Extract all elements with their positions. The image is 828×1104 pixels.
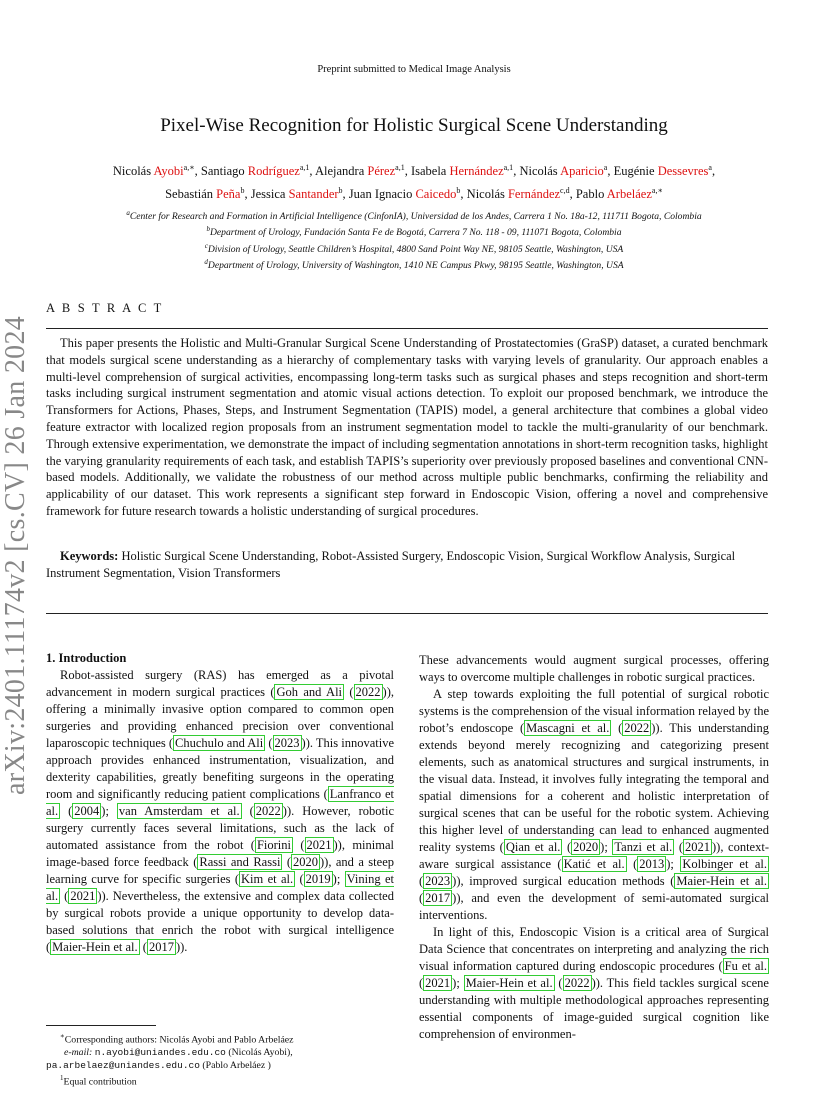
author: Alejandra Pérez$^{a,1}$ <box>314 163 405 179</box>
citation-link[interactable]: 2021 <box>685 840 711 854</box>
author-link[interactable]: Santander <box>288 187 339 202</box>
citation-link[interactable]: Kolbinger et al. <box>682 857 767 871</box>
affiliation-list <box>40 207 788 273</box>
footnote-mark: ∗ <box>60 1032 65 1040</box>
preprint-header: Preprint submitted to Medical Image Analysis <box>317 64 511 75</box>
citation-link[interactable]: 2022 <box>255 804 281 818</box>
affiliation: $^a$Center for Research and Formation in Artificial Intelligence (CinfonIA), Universidad de los Andes, Carrera 1 No. 18a-12, 111711 Bogota, Colombia <box>126 209 702 223</box>
right-column <box>419 652 769 1043</box>
citation-link[interactable]: Mascagni et al. <box>526 721 610 735</box>
author: Eugénie Dessevres$^a$ <box>613 163 712 179</box>
citation-link[interactable]: Vining et al. <box>46 872 395 903</box>
footnotes <box>46 1030 406 1089</box>
citation-link[interactable]: 2023 <box>274 736 300 750</box>
citation-link[interactable]: 2023 <box>425 874 451 888</box>
author-link[interactable]: Rodríguez <box>247 164 300 179</box>
email-ayobi-name: (Nicolás Ayobi), <box>225 1047 293 1059</box>
citation-link[interactable]: 2022 <box>355 685 381 699</box>
citation-link[interactable]: van Amsterdam et al. <box>118 804 240 818</box>
arxiv-stamp[interactable]: arXiv:2401.11174v2 [cs.CV] 26 Jan 2024 <box>0 315 31 795</box>
citation-link[interactable]: 2004 <box>74 804 100 818</box>
corresponding-authors: Corresponding authors: Nicolás Ayobi and Pablo Arbeláez <box>64 1034 294 1046</box>
citation-link[interactable]: Goh and Ali <box>276 685 343 699</box>
affiliation: $^c$Division of Urology, Seattle Children’s Hospital, 4800 Sand Point Way NE, 98105 Seattle, Washington, USA <box>204 241 624 256</box>
paper-title: Pixel-Wise Recognition for Holistic Surgical Scene Understanding <box>160 115 668 136</box>
citation-link[interactable]: Fu et al. <box>724 959 767 973</box>
citation-link[interactable]: 2021 <box>425 976 451 990</box>
citation-link[interactable]: 2021 <box>306 838 332 852</box>
author: Nicolás Aparicio$^a$ <box>519 163 608 179</box>
citation-link[interactable]: 2019 <box>305 872 331 886</box>
author: Nicolás Fernández$^{c,d}$ <box>466 186 570 202</box>
author: Santiago Rodríguez$^{a,1}$ <box>200 163 310 179</box>
citation-link[interactable]: 2021 <box>70 889 96 903</box>
footnote-mark: 1 <box>60 1074 64 1083</box>
citation-link[interactable]: 2022 <box>624 721 650 735</box>
keywords <box>46 548 768 582</box>
citation-link[interactable]: Qian et al. <box>505 840 561 854</box>
footnote-rule <box>46 1025 156 1026</box>
abstract-bottom-rule <box>46 613 768 614</box>
author-link[interactable]: Ayobi <box>153 164 184 179</box>
author-list: Nicolás Ayobi$^{a,∗}$, Santiago Rodríguez$^{a,1}$, Alejandra Pérez$^{a,1}$, Isabela Hernández$^{a,1}$, Nicolás Aparicio$^a$, Eugénie Dessevres$^a$, Sebastián Peña$^b$, Jessica Santander$^b$, Juan Ignacio Caicedo$^b$, Nicolás Fernández$^{c,d}$, Pablo Arbeláez$^{a,∗}$ <box>112 163 716 202</box>
keywords-text: Holistic Surgical Scene Understanding, Robot-Assisted Surgery, Endoscopic Vision, Surgical Workflow Analysis, Surgical Instrument Segmentation, Vision Transformers <box>46 549 736 580</box>
email-arbelaez-name: (Pablo Arbeláez ) <box>199 1060 271 1072</box>
abstract-heading: A B S T R A C T <box>46 301 164 315</box>
citation-link[interactable]: Kim et al. <box>241 872 294 886</box>
author-link[interactable]: Pérez <box>367 164 396 179</box>
author-link[interactable]: Dessevres <box>657 164 709 179</box>
author-link[interactable]: Aparicio <box>560 164 604 179</box>
citation-link[interactable]: Chuchulo and Ali <box>175 736 264 750</box>
affiliation: $^d$Department of Urology, University of Washington, 1410 NE Campus Pkwy, 98195 Seattle, Washington, USA <box>204 258 624 272</box>
author: Jessica Santander$^b$ <box>250 186 343 202</box>
author-link[interactable]: Peña <box>216 187 241 202</box>
citation-link[interactable]: 2017 <box>425 891 451 905</box>
author: Juan Ignacio Caicedo$^b$ <box>348 186 461 202</box>
citation-link[interactable]: Lanfranco et al. <box>46 787 394 818</box>
email-label: e-mail: <box>64 1047 93 1059</box>
citation-link[interactable]: 2020 <box>573 840 599 854</box>
author-link[interactable]: Caicedo <box>415 187 457 202</box>
equal-contribution: Equal contribution <box>63 1076 137 1088</box>
author: Pablo Arbeláez$^{a,∗}$ <box>575 186 663 202</box>
intro-paragraph-continued: These advancements would augment surgical processes, offering ways to overcome multiple challenges in robotic surgical practices. <box>419 653 769 684</box>
citation-link[interactable]: Katić et al. <box>563 857 625 871</box>
left-column <box>46 650 394 956</box>
citation-link[interactable]: 2022 <box>564 976 590 990</box>
author: Nicolás Ayobi$^{a,∗}$ <box>112 163 195 179</box>
citation-link[interactable]: Maier-Hein et al. <box>52 940 138 954</box>
keywords-label: Keywords: <box>60 549 119 563</box>
intro-paragraph-2: A step towards exploiting the full potential of surgical robotic systems is the comprehension of the visual information relayed by the robot’s endoscope ( Mascagni et al. ( 2022 )). This understanding extends beyond merely recognizing and categorizing present elements, such as anatomical structures and surgical instruments, in the visual data. Instead, it involves fully integrating the temporal and spatial dimensions for a coherent and holistic interpretation of surgical scenes that can be useful for the robotic system. Achieving this higher level of understanding can lead to enhanced augmented reality systems ( Qian et al. ( 2020 ); Tanzi et al. ( 2021 )), context-aware surgical assistance ( Katić et al. ( 2013 ); Kolbinger et al. ( 2023 )), improved surgical education methods ( Maier-Hein et al. ( 2017 )), and even the development of semi-automated surgical interventions. <box>419 687 769 922</box>
citation-link[interactable]: 2020 <box>293 855 319 869</box>
intro-paragraph-3: In light of this, Endoscopic Vision is a critical area of Surgical Data Science that concentrates on interpreting and analyzing the rich visual information captured during endoscopic procedures ( Fu et al. ( 2021 ); Maier-Hein et al. ( 2022 )). This field tackles surgical scene understanding with multiple methodological approaches representing essential components of image-guided surgical cognition like comprehension of environmen- <box>419 925 769 1041</box>
affiliation: $^b$Department of Urology, Fundación Santa Fe de Bogotá, Carrera 7 No. 118 - 09, 111071 Bogota, Colombia <box>206 225 622 239</box>
email-ayobi[interactable]: n.ayobi@uniandes.edu.co <box>94 1047 226 1059</box>
citation-link[interactable]: Fiorini <box>256 838 291 852</box>
author: Isabela Hernández$^{a,1}$ <box>410 163 514 179</box>
citation-link[interactable]: Rassi and Rassi <box>199 855 281 869</box>
author-link[interactable]: Arbeláez <box>606 187 652 202</box>
citation-link[interactable]: Maier-Hein et al. <box>465 976 553 990</box>
citation-link[interactable]: Maier-Hein et al. <box>676 874 767 888</box>
abstract-text: This paper presents the Holistic and Multi-Granular Surgical Scene Understanding of Prostatectomies (GraSP) dataset, a curated benchmark that models surgical scene understanding as a hierarchy of complementary tasks with varying levels of granularity. Our approach enables a multi-level comprehension of surgical activities, encompassing long-term tasks such as surgical phases and steps recognition and short-term tasks including surgical instrument segmentation and atomic visual actions detection. To exploit our proposed benchmark, we introduce the Transformers for Actions, Phases, Steps, and Instrument Segmentation (TAPIS) model, a general architecture that combines a global video feature extractor with localized region proposals from an instrument segmentation model to tackle the multi-granularity of our benchmark. Through extensive experimentation, we demonstrate the impact of including segmentation annotations in short-term recognition tasks, highlight the varying granularity requirements of each task, and establish TAPIS’s superiority over previously proposed baselines and conventional CNN-based models. Additionally, we validate the robustness of our method across multiple public benchmarks, confirming the reliability and applicability of our dataset. This work represents a significant step forward in Endoscopic Vision, offering a novel and comprehensive framework for future research towards a holistic understanding of surgical procedures. <box>46 336 768 518</box>
intro-paragraph-1: Robot-assisted surgery (RAS) has emerged as a pivotal advancement in modern surgical practices ( Goh and Ali ( 2022 )), offering a minimally invasive option compared to common open surgeries and providing enhanced precision over conventional laparoscopic techniques ( Chuchulo and Ali ( 2023 )). This innovative approach provides enhanced instrumentation, visualization, and dexterity capabilities, greatly benefiting surgeons in the operating room and significantly reducing patient complications ( Lanfranco et al. ( 2004 ); van Amsterdam et al. ( 2022 )). However, robotic surgery currently faces several limitations, such as the lack of automated assistance from the robot ( Fiorini ( 2021 )), minimal image-based force feedback ( Rassi and Rassi ( 2020 )), and a steep learning curve for specific surgeries ( Kim et al. ( 2019 ); Vining et al. ( 2021 )). Nevertheless, the extensive and complex data collected by surgical robots provide a unique opportunity to develop data-based solutions that enrich the robot with surgical intelligence ( Maier-Hein et al. ( 2017 )). <box>46 668 395 954</box>
section-title: 1. Introduction <box>46 651 127 665</box>
citation-link[interactable]: Tanzi et al. <box>614 840 673 854</box>
citation-link[interactable]: 2017 <box>148 940 174 954</box>
author-link[interactable]: Fernández <box>507 187 561 202</box>
author-link[interactable]: Hernández <box>449 164 504 179</box>
author: Sebastián Peña$^b$ <box>165 186 245 202</box>
abstract-top-rule <box>46 328 768 329</box>
email-arbelaez[interactable]: pa.arbelaez@uniandes.edu.co <box>46 1060 200 1072</box>
citation-link[interactable]: 2013 <box>639 857 665 871</box>
